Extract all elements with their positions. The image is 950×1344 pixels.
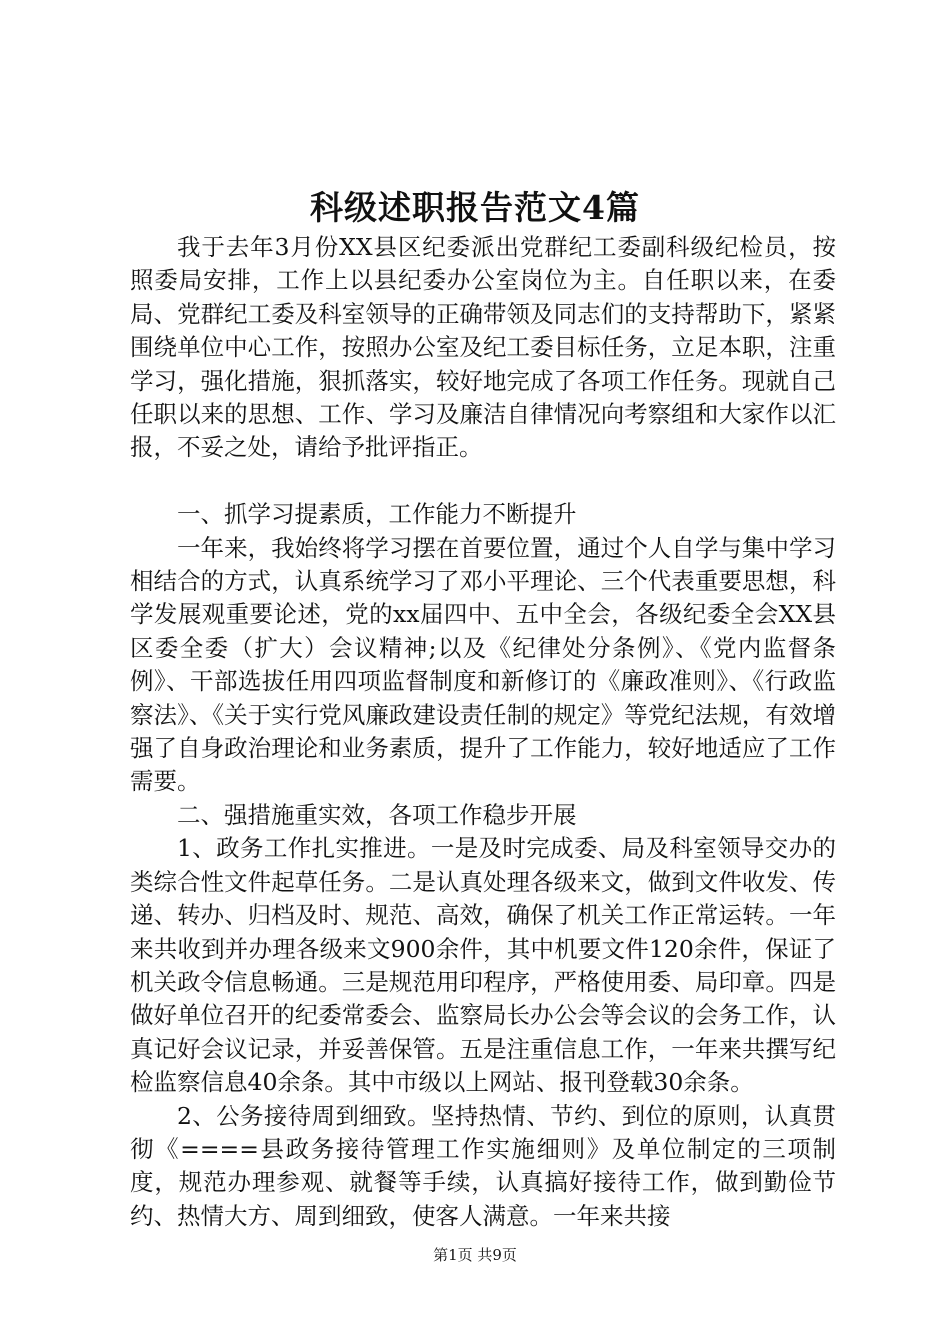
paragraph-reception: 2、公务接待周到细致。坚持热情、节约、到位的原则，认真贯彻《====县政务接待管理工作实施细则》及单位制定的三项制度，规范办理参观、就餐等手续，认真搞好接待工作，做到勤俭节约、热情大方、周到细致，使客人满意。一年来共接: [130, 1101, 836, 1230]
paragraph-study: 一年来，我始终将学习摆在首要位置，通过个人自学与集中学习相结合的方式，认真系统学习了邓小平理论、三个代表重要思想，科学发展观重要论述，党的xx届四中、五中全会，各级纪委全会XX县区委全委（扩大）会议精神;以及《纪律处分条例》、《党内监督条例》、干部选拔任用四项监督制度和新修订的《廉政准则》、《行政监察法》、《关于实行党风廉政建设责任制的规定》等党纪法规，有效增强了自身政治理论和业务素质，提升了工作能力，较好地适应了工作需要。: [130, 533, 836, 796]
paragraph-intro: 我于去年3月份XX县区纪委派出党群纪工委副科级纪检员，按照委局安排，工作上以县纪委办公室岗位为主。自任职以来，在委局、党群纪工委及科室领导的正确带领及同志们的支持帮助下，紧紧围绕单位中心工作，按照办公室及纪工委目标任务，立足本职，注重学习，强化措施，狠抓落实，较好地完成了各项工作任务。现就自己任职以来的思想、工作、学习及廉洁自律情况向考察组和大家作以汇报，不妥之处，请给予批评指正。: [130, 233, 836, 462]
document-title: 科级述职报告范文4篇: [310, 188, 640, 227]
document-body: [130, 231, 836, 1233]
section-heading-2: 二、强措施重实效，各项工作稳步开展: [177, 800, 577, 829]
section-heading-1: 一、抓学习提素质，工作能力不断提升: [177, 500, 577, 529]
page-number-footer: 第1页 共9页: [433, 1246, 517, 1264]
paragraph-government-affairs: 1、政务工作扎实推进。一是及时完成委、局及科室领导交办的类综合性文件起草任务。二是认真处理各级来文，做到文件收发、传递、转办、归档及时、规范、高效，确保了机关工作正常运转。一年来共收到并办理各级来文900余件，其中机要文件120余件，保证了机关政令信息畅通。三是规范用印程序，严格使用委、局印章。四是做好单位召开的纪委常委会、监察局长办公会等会议的会务工作，认真记好会议记录，并妥善保管。五是注重信息工作，一年来共撰写纪检监察信息40余条。其中市级以上网站、报刊登载30余条。: [130, 834, 836, 1097]
